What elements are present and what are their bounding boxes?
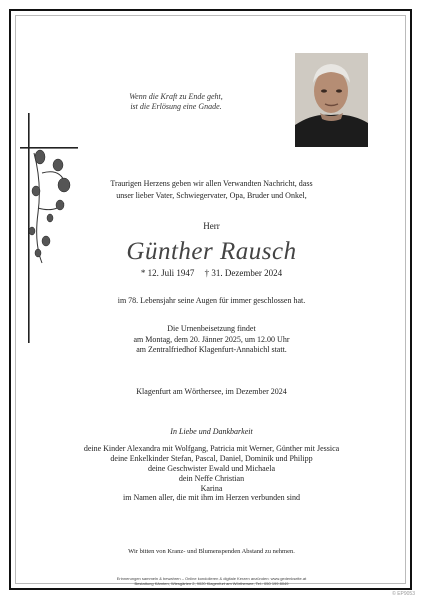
funeral-line-2: am Montag, dem 20. Jänner 2025, um 12.00 Uhr [133, 334, 290, 344]
family-karina: Karina [200, 484, 223, 493]
family-list [0, 444, 423, 494]
family-siblings: deine Geschwister Ewald und Michaela [147, 464, 276, 473]
intro-text [0, 178, 423, 202]
intro-line-1: Traurigen Herzens geben wir allen Verwandten Nachricht, dass [110, 179, 313, 188]
footer-line-2: Bestattung Kärnten, Wiesgärten 2, 9020 Klagenfurt am Wörthersee, Tel.: 050 199 8049 [134, 581, 289, 586]
motto-line-1: Wenn die Kraft zu Ende geht, [129, 92, 223, 101]
funeral-info [0, 324, 423, 356]
footer-line-1: Erinnerungen sammeln & bewahren – Online kondolieren & digitale Kerzen anzünden: www.gedenkseite.at [116, 576, 307, 581]
flowers-note: Wir bitten von Kranz- und Blumenspenden Abstand zu nehmen. [128, 548, 295, 555]
portrait-photo [295, 53, 368, 147]
family-children: deine Kinder Alexandra mit Wolfgang, Patricia mit Werner, Günther mit Jessica [83, 444, 340, 453]
family-grandchildren: deine Enkelkinder Stefan, Pascal, Daniel, Dominik und Philipp [110, 454, 313, 463]
footer [0, 576, 423, 586]
salutation: Herr [203, 221, 220, 231]
deceased-name: Günther Rausch [126, 238, 297, 265]
birth-date: * 12. Juli 1947 [140, 268, 195, 278]
closing-text: im Namen aller, die mit ihm im Herzen verbunden sind [123, 493, 300, 502]
death-date: † 31. Dezember 2024 [204, 268, 283, 278]
intro-line-2: unser lieber Vater, Schwiegervater, Opa, Bruder und Onkel, [116, 191, 307, 200]
age-text: im 78. Lebensjahr seine Augen für immer geschlossen hat. [117, 296, 306, 305]
funeral-line-3: am Zentralfriedhof Klagenfurt-Annabichl statt. [136, 345, 287, 354]
document-code: © EP9053 [392, 591, 415, 597]
place-and-date: Klagenfurt am Wörthersee, im Dezember 2024 [136, 387, 287, 396]
love-and-gratitude: In Liebe und Dankbarkeit [170, 427, 253, 436]
life-dates [0, 268, 423, 278]
family-nephew: dein Neffe Christian [178, 474, 245, 483]
funeral-line-1: Die Urnenbeisetzung findet [167, 324, 256, 333]
motto [96, 92, 256, 112]
motto-line-2: ist die Erlösung eine Gnade. [130, 102, 222, 111]
